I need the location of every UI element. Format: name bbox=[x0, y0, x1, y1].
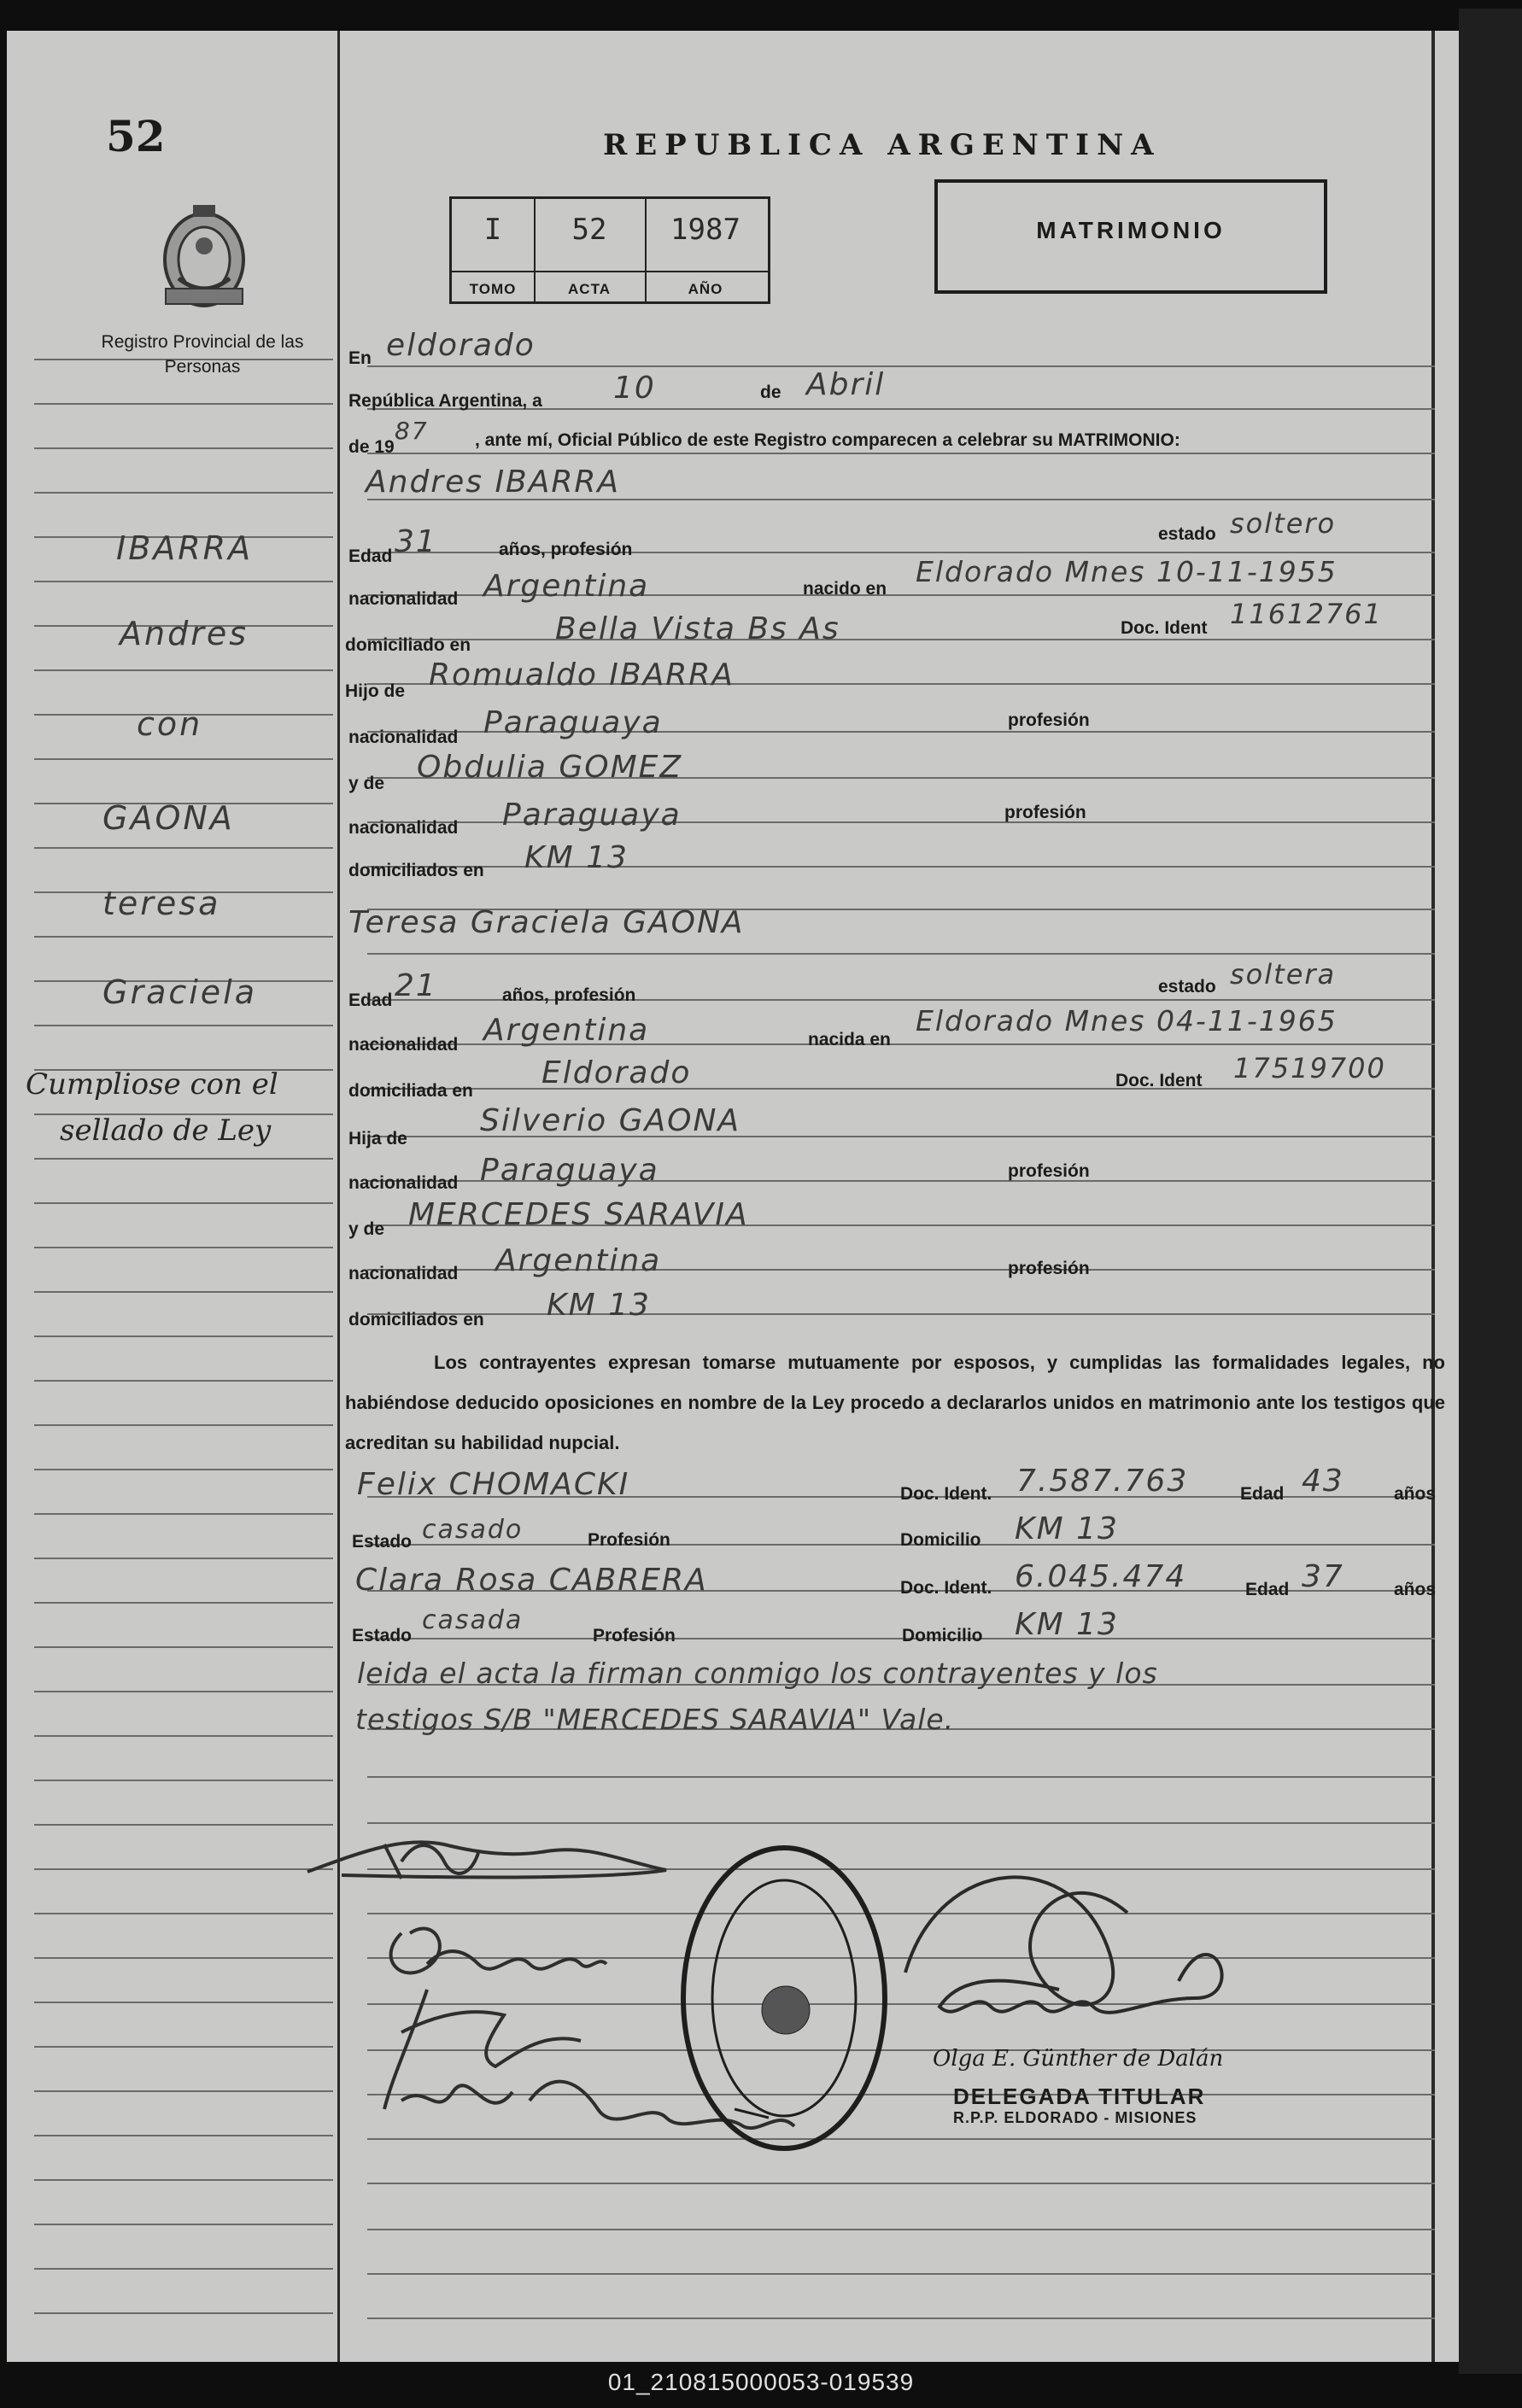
ruled-line bbox=[34, 1735, 333, 1737]
margin-note-line1: Cumpliose con el bbox=[26, 1067, 278, 1102]
coat-of-arms-icon bbox=[149, 196, 260, 316]
groom-name: Andres IBARRA bbox=[366, 465, 621, 500]
label-estado-bride: estado bbox=[1158, 977, 1216, 997]
bride-parents-dom: KM 13 bbox=[547, 1288, 651, 1323]
label-anos-bride: años, profesión bbox=[502, 985, 636, 1005]
scan-identifier: 01_210815000053-019539 bbox=[607, 2369, 915, 2395]
ruled-line bbox=[367, 1913, 1435, 1914]
label-anos-groom: años, profesión bbox=[499, 540, 633, 559]
registry-office: Registro Provincial de las Personas bbox=[101, 332, 304, 377]
label-nacida: nacida en bbox=[808, 1030, 891, 1049]
closing-line1: leida el acta la firman conmigo los contrayentes y los bbox=[357, 1657, 1158, 1690]
witness2-domicilio: KM 13 bbox=[1015, 1607, 1119, 1642]
ruled-line bbox=[34, 1558, 333, 1559]
ruled-line bbox=[34, 1913, 333, 1914]
ruled-line bbox=[367, 1868, 1435, 1870]
place-value: eldorado bbox=[386, 328, 536, 363]
label-anos-w1: años bbox=[1394, 1484, 1437, 1504]
page-number: 52 bbox=[106, 111, 166, 161]
intro-text: , ante mí, Oficial Público de este Registro comparecen a celebrar su MATRIMONIO: bbox=[475, 430, 1180, 450]
ruled-line bbox=[34, 1602, 333, 1604]
ruled-line bbox=[34, 2224, 333, 2225]
record-type-box bbox=[934, 179, 1327, 294]
country-title: REPUBLICA ARGENTINA bbox=[603, 128, 1162, 162]
ruled-line bbox=[34, 2135, 333, 2136]
ruled-line bbox=[34, 492, 333, 494]
ruled-line bbox=[34, 1336, 333, 1337]
ruled-line bbox=[367, 2003, 1435, 2005]
label-yde-bride: y de bbox=[348, 1219, 385, 1239]
label-estado-groom: estado bbox=[1158, 524, 1216, 544]
ruled-line bbox=[34, 758, 333, 760]
ruled-line bbox=[367, 2317, 1435, 2319]
groom-doc: 11612761 bbox=[1230, 598, 1383, 630]
ruled-line bbox=[34, 1291, 333, 1293]
label-dom-w2: Domicilio bbox=[902, 1626, 983, 1645]
bride-domicile: Eldorado bbox=[541, 1055, 692, 1090]
tomo-cell bbox=[452, 199, 536, 301]
margin-surname-groom: IBARRA bbox=[116, 529, 254, 567]
label-nac-gfather: nacionalidad bbox=[348, 728, 459, 747]
witness1-age: 43 bbox=[1302, 1464, 1344, 1499]
ruled-line bbox=[34, 2179, 333, 2181]
label-doc-groom: Doc. Ident bbox=[1121, 618, 1208, 638]
bride-name: Teresa Graciela GAONA bbox=[348, 905, 745, 940]
closing-line2: testigos S/B "MERCEDES SARAVIA" Vale. bbox=[355, 1703, 955, 1736]
bride-born: Eldorado Mnes 04-11-1965 bbox=[916, 1004, 1338, 1037]
register-page bbox=[7, 31, 1459, 2362]
witness2-estado: casada bbox=[422, 1605, 524, 1635]
tomo-value: I bbox=[483, 213, 502, 247]
label-nacido: nacido en bbox=[803, 579, 887, 599]
label-domiciliados-bride: domiciliados en bbox=[348, 1310, 484, 1330]
label-hijo: Hijo de bbox=[345, 681, 406, 701]
ruled-line bbox=[34, 1691, 333, 1692]
ruled-line bbox=[34, 1780, 333, 1781]
witness2-age: 37 bbox=[1302, 1559, 1344, 1594]
label-yde-groom: y de bbox=[348, 774, 385, 793]
ruled-line bbox=[367, 2138, 1435, 2140]
label-nac-groom: nacionalidad bbox=[348, 589, 459, 609]
ruled-line bbox=[367, 2229, 1435, 2230]
witness2-doc: 6.045.474 bbox=[1015, 1559, 1187, 1594]
ruled-line bbox=[34, 1824, 333, 1826]
margin-name-groom: Andres bbox=[120, 615, 249, 652]
witness2-name: Clara Rosa CABRERA bbox=[355, 1563, 708, 1598]
ruled-line bbox=[34, 2268, 333, 2270]
groom-age: 31 bbox=[395, 524, 437, 559]
groom-father: Romualdo IBARRA bbox=[429, 658, 735, 693]
ruled-line bbox=[34, 2312, 333, 2314]
ruled-line bbox=[367, 1822, 1435, 1824]
ruled-line bbox=[34, 1957, 333, 1959]
delegate-office: R.P.P. ELDORADO - MISIONES bbox=[953, 2109, 1197, 2126]
anio-value: 1987 bbox=[670, 213, 741, 247]
margin-note-line2: sellado de Ley bbox=[60, 1113, 272, 1148]
label-edad-w2: Edad bbox=[1245, 1580, 1290, 1599]
label-en: En bbox=[348, 348, 372, 368]
acta-reference-box bbox=[449, 196, 770, 304]
label-prof-bfather: profesión bbox=[1008, 1161, 1090, 1181]
label-dom-groom: domiciliado en bbox=[345, 635, 471, 655]
label-prof-gmother: profesión bbox=[1004, 803, 1086, 822]
label-prof-gfather: profesión bbox=[1008, 710, 1090, 730]
label-de-mes: de bbox=[760, 383, 781, 402]
bride-mother: MERCEDES SARAVIA bbox=[408, 1197, 749, 1232]
ruled-line bbox=[367, 1638, 1435, 1639]
year-value: 87 bbox=[395, 417, 429, 445]
label-dom-bride: domiciliada en bbox=[348, 1081, 473, 1101]
tomo-label: TOMO bbox=[469, 281, 517, 297]
delegate-title: DELEGADA TITULAR bbox=[953, 2084, 1206, 2109]
ruled-line bbox=[34, 669, 333, 671]
page-edge bbox=[1431, 31, 1435, 2362]
groom-mother-nat: Paraguaya bbox=[502, 798, 682, 833]
groom-estado: soltero bbox=[1230, 507, 1337, 540]
anio-cell bbox=[645, 199, 766, 301]
ruled-line bbox=[34, 2002, 333, 2003]
acta-label: ACTA bbox=[568, 281, 611, 297]
bride-estado: soltera bbox=[1230, 958, 1337, 991]
ruled-line bbox=[34, 1247, 333, 1248]
ruled-line bbox=[367, 639, 1435, 640]
ruled-line bbox=[34, 1646, 333, 1648]
ruled-line bbox=[367, 453, 1435, 454]
label-nac-bride: nacionalidad bbox=[348, 1035, 459, 1055]
label-estado-w2: Estado bbox=[352, 1626, 413, 1645]
bride-father-nat: Paraguaya bbox=[480, 1153, 659, 1188]
ruled-line bbox=[34, 1513, 333, 1515]
day-value: 10 bbox=[613, 371, 656, 406]
bride-age: 21 bbox=[395, 968, 437, 1003]
label-domiciliados-groom: domiciliados en bbox=[348, 861, 484, 880]
witness1-estado: casado bbox=[422, 1515, 524, 1545]
witness1-domicilio: KM 13 bbox=[1015, 1511, 1119, 1546]
bride-father: Silverio GAONA bbox=[480, 1103, 741, 1138]
ruled-line bbox=[367, 1313, 1435, 1315]
ruled-line bbox=[367, 1957, 1435, 1959]
anio-label: AÑO bbox=[688, 281, 723, 297]
ruled-line bbox=[34, 1424, 333, 1426]
margin-surname-bride: GAONA bbox=[102, 799, 235, 837]
month-value: Abril bbox=[806, 367, 886, 402]
ruled-line bbox=[367, 2273, 1435, 2275]
witness1-doc: 7.587.763 bbox=[1016, 1464, 1189, 1499]
label-nac-gmother: nacionalidad bbox=[348, 818, 459, 838]
label-estado-w1: Estado bbox=[352, 1532, 413, 1552]
groom-domicile: Bella Vista Bs As bbox=[555, 611, 840, 646]
label-dom-w1: Domicilio bbox=[900, 1530, 981, 1550]
bride-nationality: Argentina bbox=[483, 1013, 650, 1048]
groom-mother: Obdulia GOMEZ bbox=[417, 750, 683, 785]
ruled-line bbox=[34, 1025, 333, 1026]
ruled-line bbox=[34, 2090, 333, 2092]
ruled-line bbox=[34, 847, 333, 849]
record-type: MATRIMONIO bbox=[1036, 217, 1226, 243]
label-year-prefix: de 19 bbox=[348, 437, 395, 457]
label-edad-w1: Edad bbox=[1240, 1484, 1285, 1504]
acta-cell bbox=[534, 199, 647, 301]
ruled-line bbox=[367, 1088, 1435, 1090]
ruled-line bbox=[367, 2094, 1435, 2095]
marriage-statement: Los contrayentes expresan tomarse mutuamente por esposos, y cumplidas las formalidades legales, no habiéndose deducido oposiciones en nombre de la Ley procedo a declararlos unidos en matrimonio ante los testigos que acreditan su habilidad nupcial. bbox=[345, 1352, 1445, 1453]
label-edad-groom: Edad bbox=[348, 546, 393, 566]
ruled-line bbox=[367, 365, 1435, 367]
label-doc-bride: Doc. Ident bbox=[1115, 1071, 1203, 1090]
ruled-line bbox=[34, 2046, 333, 2048]
delegate-name-stamp: Olga E. Günther de Dalán bbox=[933, 2046, 1224, 2072]
margin-line bbox=[337, 31, 340, 2362]
label-republica: República Argentina, a bbox=[348, 391, 542, 411]
ruled-line bbox=[367, 953, 1435, 955]
label-anos-w2: años bbox=[1394, 1580, 1437, 1599]
label-prof-w2: Profesión bbox=[593, 1626, 676, 1645]
ruled-line bbox=[34, 1868, 333, 1870]
ruled-line bbox=[34, 403, 333, 405]
ruled-line bbox=[34, 447, 333, 449]
ruled-line bbox=[367, 2183, 1435, 2184]
bride-mother-nat: Argentina bbox=[495, 1243, 662, 1278]
label-doc-w2: Doc. Ident. bbox=[900, 1578, 992, 1598]
witness1-name: Felix CHOMACKI bbox=[357, 1467, 630, 1502]
label-nac-bfather: nacionalidad bbox=[348, 1173, 459, 1193]
label-doc-w1: Doc. Ident. bbox=[900, 1484, 992, 1504]
groom-parents-dom: KM 13 bbox=[524, 840, 629, 875]
ruled-line bbox=[34, 936, 333, 938]
ruled-line bbox=[367, 2049, 1435, 2051]
ruled-line bbox=[34, 581, 333, 582]
label-prof-w1: Profesión bbox=[588, 1530, 670, 1550]
ruled-line bbox=[34, 1202, 333, 1204]
label-nac-bmother: nacionalidad bbox=[348, 1264, 459, 1283]
groom-nationality: Argentina bbox=[483, 569, 650, 604]
margin-second-name-bride: Graciela bbox=[102, 973, 258, 1011]
margin-con: con bbox=[137, 705, 203, 743]
label-prof-bmother: profesión bbox=[1008, 1259, 1090, 1278]
groom-father-nat: Paraguaya bbox=[483, 705, 663, 740]
ruled-line bbox=[34, 1158, 333, 1160]
book-spine bbox=[1459, 9, 1522, 2374]
ruled-line bbox=[34, 1380, 333, 1382]
bride-doc: 17519700 bbox=[1233, 1052, 1386, 1084]
margin-name-bride: teresa bbox=[102, 885, 221, 922]
acta-value: 52 bbox=[571, 213, 607, 247]
ruled-line bbox=[34, 1469, 333, 1470]
groom-born: Eldorado Mnes 10-11-1955 bbox=[916, 555, 1338, 588]
ruled-line bbox=[367, 1776, 1435, 1778]
label-edad-bride: Edad bbox=[348, 991, 393, 1010]
label-hija: Hija de bbox=[348, 1129, 407, 1148]
